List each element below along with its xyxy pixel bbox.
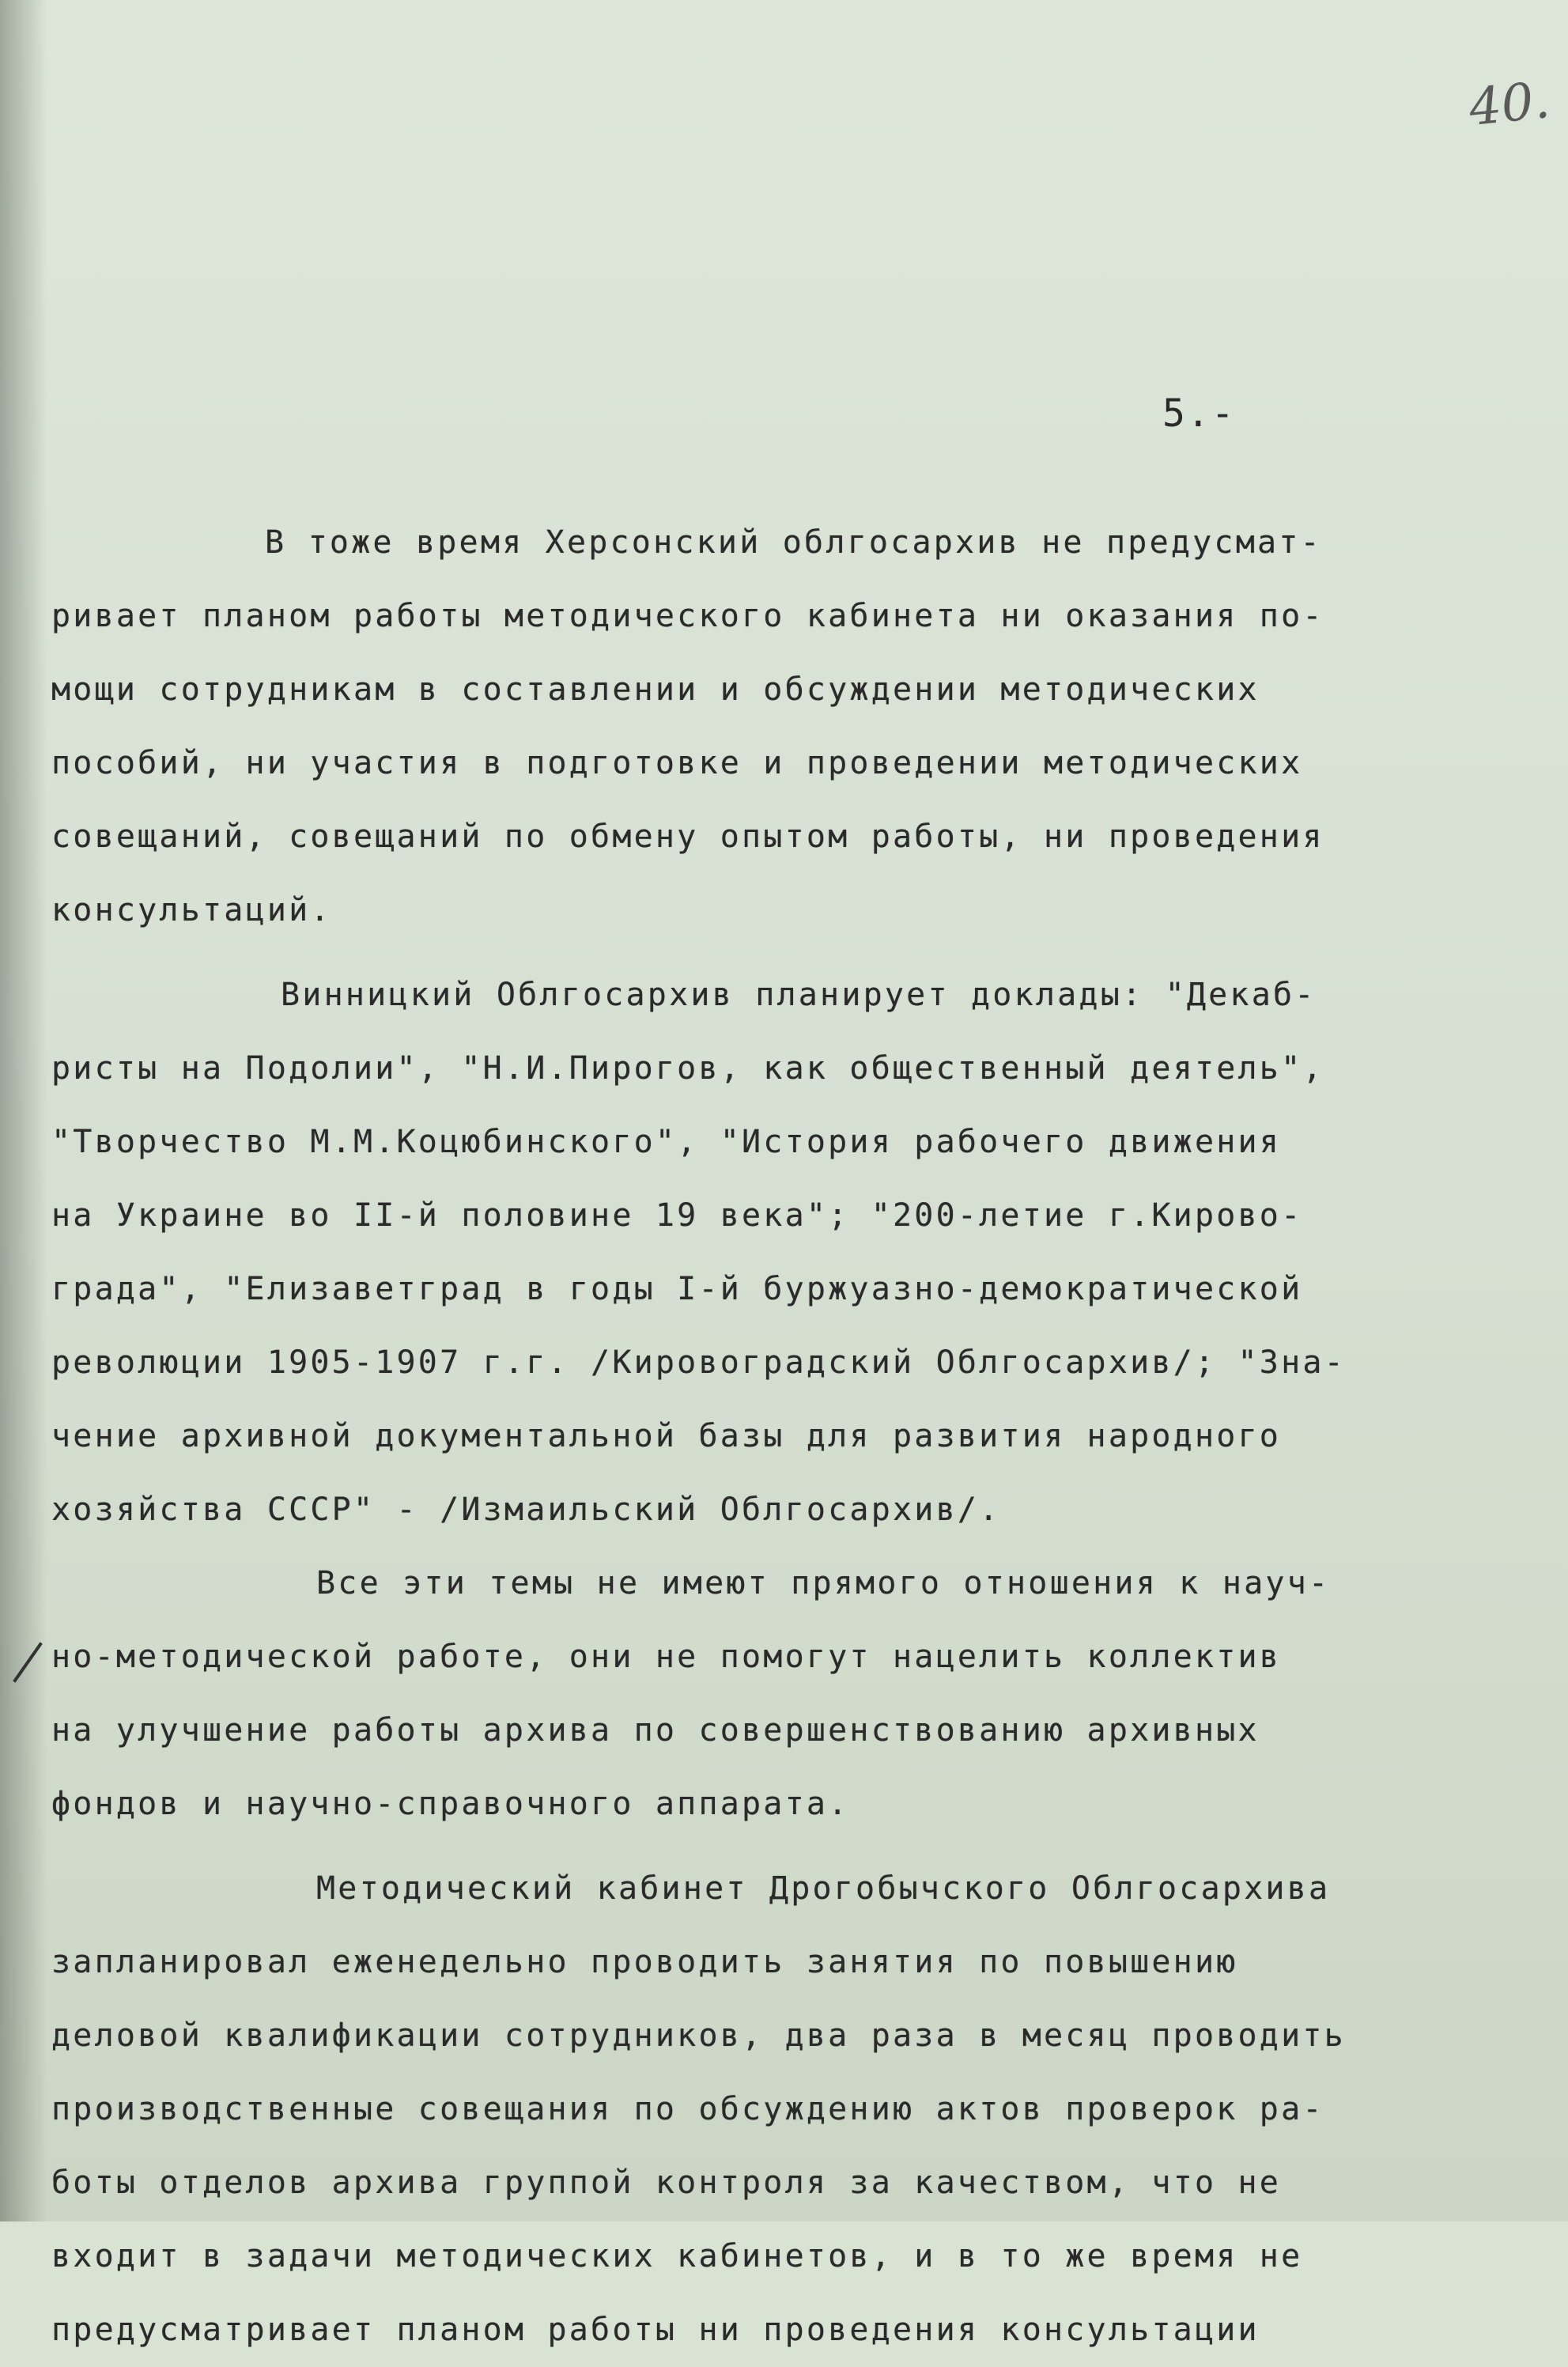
page-edge-shadow: [0, 0, 47, 2221]
text-line: совещаний, совещаний по обмену опытом работы, ни проведения: [51, 819, 1324, 855]
text-line: Методический кабинет Дрогобычского Облгосархива: [316, 1870, 1331, 1907]
text-line: боты отделов архива группой контроля за качеством, что не: [51, 2165, 1282, 2201]
text-line: предусматривает планом работы ни проведения консультации: [51, 2312, 1260, 2348]
text-line: Винницкий Облгосархив планирует доклады: "Декаб-: [281, 977, 1317, 1013]
text-line: производственные совещания по обсуждению актов проверок ра-: [51, 2091, 1324, 2127]
text-line: пособий, ни участия в подготовке и проведении методических: [51, 745, 1303, 781]
text-line: входит в задачи методических кабинетов, и в то же время не: [51, 2238, 1303, 2274]
text-line: на улучшение работы архива по совершенствованию архивных: [51, 1712, 1260, 1749]
text-line: чение архивной документальной базы для развития народного: [51, 1418, 1282, 1454]
text-line: "Творчество М.М.Коцюбинского", "История рабочего движения: [51, 1124, 1282, 1160]
text-line: хозяйства СССР" - /Измаильский Облгосархив/.: [51, 1492, 1001, 1528]
text-line: мощи сотрудникам в составлении и обсуждении методических: [51, 671, 1260, 708]
text-line: консультаций.: [51, 892, 332, 928]
document-text-body: [51, 506, 1348, 2367]
text-line: революции 1905-1907 г.г. /Кировоградский Облгосархив/; "Зна-: [51, 1344, 1346, 1381]
text-line: ристы на Подолии", "Н.И.Пирогов, как общественный деятель",: [51, 1050, 1324, 1087]
text-line: но-методической работе, они не помогут нацелить коллектив: [51, 1639, 1282, 1675]
page-number: 5.-: [1162, 391, 1236, 436]
text-line: запланировал еженедельно проводить занятия по повышению: [51, 1944, 1238, 1980]
text-line: В тоже время Херсонский облгосархив не предусмат-: [265, 524, 1322, 561]
text-line: Все эти темы не имеют прямого отношения к науч-: [316, 1565, 1331, 1601]
text-line: на Украине во II-й половине 19 века"; "200-летие г.Кирово-: [51, 1197, 1303, 1234]
text-line: града", "Елизаветград в годы I-й буржуазно-демократической: [51, 1271, 1303, 1307]
text-line: фондов и научно-справочного аппарата.: [51, 1786, 850, 1822]
handwritten-folio-number: 40.: [1466, 70, 1553, 138]
text-line: ривает планом работы методического кабинета ни оказания по-: [51, 598, 1324, 634]
text-line: деловой квалификации сотрудников, два раза в месяц проводить: [51, 2017, 1346, 2054]
